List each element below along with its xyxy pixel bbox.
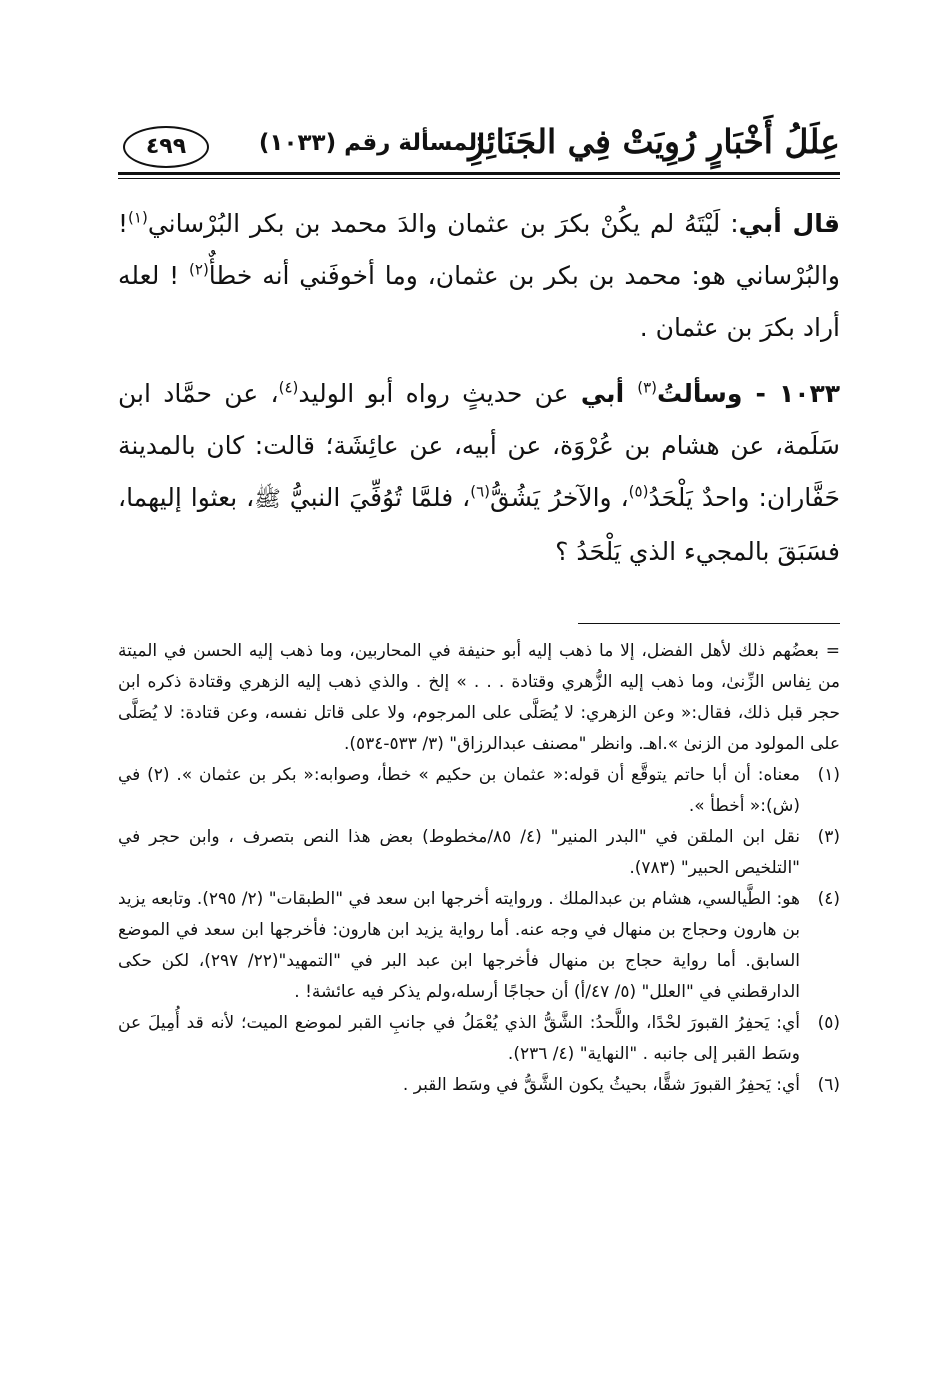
footnote-text: نقل ابن الملقن في "البدر المنير" (٤/ ٨٥/مخطوط) بعض هذا النص بتصرف ، وابن حجر في "التلخيص الحبير" (٧٨٣).: [118, 827, 800, 878]
footnote-number: (٥): [817, 1013, 840, 1033]
footnote-text: أي: يَحفِرُ القبورَ لحْدًا، واللَّحدُ: الشَّقُّ الذي يُعْمَلُ في جانبِ القبر لموضع الميت؛ لأنه قد أُمِيلَ عن وسَط القبر إلى جانبه . "النهاية" (٤/ ٢٣٦).: [118, 1013, 800, 1064]
header-rule-thick: [118, 172, 840, 175]
footnote-continuation: = بعضُهم ذلك لأهل الفضل، إلا ما ذهب إليه أبو حنيفة في المحاربين، وما ذهب إليه الحسن في الميتة من نِفاس الزِّنىٰ، وما ذهب إليه الزُّهري وقتادة . . . » إلخ . والذي ذهب إليه الزهري وقتادة ذكره ابن حجر قبل ذلك، فقال:« وعن الزهري: لا يُصَلَّى على المرجوم، ولا على قاتل نفسه، وعن قتادة: لا يُصَلَّى على المولود من الزنىٰ ».اهـ. وانظر "مصنف عبدالرزاق" (٣/ ٥٣٣-٥٣٤).: [118, 641, 840, 754]
footnote-text: أي: يَحفِرُ القبورَ شقًّا، بحيثُ يكون الشَّقُّ في وسَط القبر .: [402, 1075, 800, 1095]
footnote-ref-5: (٥): [628, 482, 649, 501]
footnote-3: [118, 822, 840, 884]
paragraph-2-text-d: ، عن حمَّاد ابن سَلَمة، عن هشام بن عُرْوَة، عن أبيه، عن عائِشَة؛ قالت: كان بالمدينة حَفَّاران: واحدٌ يَلْحَدُ: [118, 379, 840, 512]
page-number: ٤٩٩: [123, 126, 209, 168]
footnote-number: (١): [817, 765, 840, 785]
footnote-ref-3: (٣): [637, 378, 658, 397]
footnote-1: [118, 760, 840, 822]
footnote-ref-2: (٢): [189, 260, 209, 279]
paragraph-2-text-g: ، بعثوا إليهما، فسَبَقَ بالمجيء الذي يَلْحَدُ ؟: [118, 483, 840, 566]
footnote-6: [118, 1070, 840, 1101]
book-title: عِلَلُ أَخْبَارٍ رُوِيَتْ فِي الجَنَائِزِ: [468, 122, 840, 161]
footnote-number: (٦): [817, 1075, 840, 1095]
footnote-5: [118, 1008, 840, 1070]
footnote-ref-1: (١): [128, 208, 148, 227]
footnote-ref-6: (٦): [470, 482, 490, 501]
paragraph-1: [118, 198, 840, 354]
issue-label: المسألة رقم (١٠٣٣): [258, 130, 485, 156]
footnote-text: معناه: أن أبا حاتم يتوقَّع أن قوله:« عثمان بن حكيم » خطأ، وصوابه:« بكر بن عثمان ». (٢) في (ش):« أخطأ ».: [118, 765, 800, 816]
footnote-4: [118, 884, 840, 1008]
salutation-glyph: ﷺ: [254, 487, 281, 512]
footnotes: [118, 636, 840, 1101]
footnote-text: هو: الطَّيالسي، هشام بن عبدالملك . وروايته أخرجها ابن سعد في "الطبقات" (٢/ ٢٩٥). وتابعه يزيد بن هارون وحجاج بن منهال في وجه عنه. أما رواية يزيد ابن هارون: فأخرجها ابن سعد في الموضع السابق. أما رواية حجاج بن منهال فأخرجها ابن عبد البر في "التمهيد"(٢٢/ ٢٩٧)، لكن حكى الدارقطني في "العلل" (٥/ ٤٧/أ) أن حجاجًا أرسله،ولم يذكر فيه عائشة! .: [118, 889, 800, 1002]
speaker-label: قال أبي: [738, 209, 840, 238]
footnote-divider: [578, 623, 840, 624]
paragraph-1-text-c: ! لعله أراد بكرَ بن عثمان .: [118, 261, 840, 342]
issue-number-question: ١٠٣٣ - وسألتُ: [657, 379, 840, 408]
paragraph-2-text-f: ، فلمَّا تُوُفِّيَ النبيُّ: [289, 483, 471, 512]
footnote-ref-4: (٤): [278, 378, 299, 397]
header-rule-thin: [118, 178, 840, 179]
footnote-number: (٤): [817, 889, 840, 909]
paragraph-2-text-e: ، والآخرُ يَشُقُّ: [490, 483, 629, 512]
page-header: [118, 118, 840, 178]
footnote-number: (٣): [817, 827, 840, 847]
paragraph-1-text-b: ! والبُرْساني هو: محمد بن بكر بن عثمان، وما أخوفَني أنه خطأٌ: [118, 209, 840, 290]
paragraph-1-text-a: : لَيْتَهُ لم يكُنْ بكرَ بن عثمان والدَ محمد بن بكر البُرْساني: [147, 209, 739, 238]
main-text: [118, 198, 840, 578]
paragraph-2: [118, 368, 840, 578]
speaker-ref: أبي: [580, 379, 638, 408]
paragraph-2-text-c: عن حديثٍ رواه أبو الوليد: [298, 379, 581, 408]
